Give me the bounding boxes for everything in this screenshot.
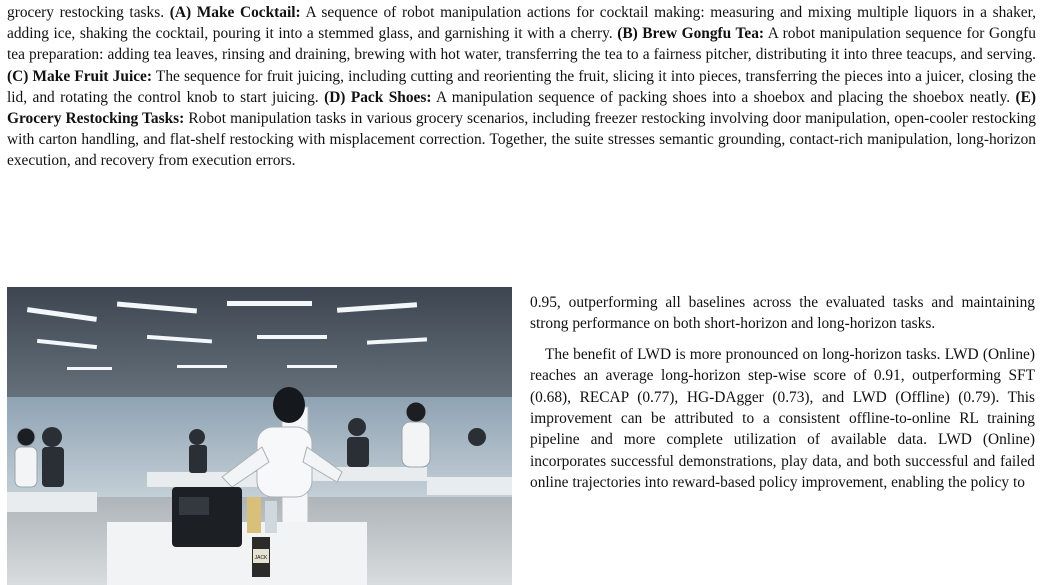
caption-text-b: A robot manipulation sequence for Gongfu tea preparation: adding tea leaves, rinsing and draining, brewing with hot water, transferring the tea to a fairness pitcher, distributing it into three teacups, and serving. [7,25,1036,64]
caption-label-e: (E) Grocery Restocking Tasks: [7,88,1036,128]
lab-photo [7,287,512,585]
paragraph-2: The benefit of LWD is more pronounced on long-horizon tasks. LWD (Online) reaches an average long-horizon step-wise score of 0.91, outperforming SFT (0.68), RECAP (0.77), HG-DAgger (0.73), and LWD (Offline) (0.79). This improvement can be attributed to a consistent offline-to-online RL training pipeline and more complete utilization of available data. LWD (Online) incorporates successful demonstrations, play data, and both successful and failed online trajectories into reward-based policy improvement, enabling the policy to [530,345,1035,492]
caption-label-b: (B) Brew Gongfu Tea: [617,25,765,43]
caption-label-c: (C) Make Fruit Juice: [7,67,153,85]
paragraph-1: 0.95, outperforming all baselines across the evaluated tasks and maintaining strong performance on both short-horizon and long-horizon tasks. [530,294,1035,333]
caption-label-d: (D) Pack Shoes: [324,88,432,106]
figure-caption [7,2,1036,172]
caption-text-a: A sequence of robot manipulation actions for cocktail making: measuring and mixing multiple liquors in a shaker, adding ice, shaking the cocktail, pouring it into a stemmed glass, and garnishing it with a cherry. [7,4,1036,43]
bottle-label: JACK [254,555,268,561]
caption-text-c: The sequence for fruit juicing, including cutting and reorienting the fruit, slicing it into pieces, transferring the pieces into a juicer, closing the lid, and rotating the control knob to start juicing. [7,67,1037,106]
robot-lab-illustration [7,287,512,585]
caption-label-a: (A) Make Cocktail: [169,4,301,21]
ice-machine [172,487,242,547]
body-column [530,292,1035,494]
caption-text-d: A manipulation sequence of packing shoes into a shoebox and placing the shoebox neatly. [436,88,1011,106]
caption-text-e: Robot manipulation tasks in various grocery scenarios, including freezer restocking involving door manipulation, open-cooler restocking with carton handling, and flat-shelf restocking with misplacement correction. Together, the suite stresses semantic grounding, contact-rich manipulation, long-horizon execution, and recovery from execution errors. [7,110,1036,170]
caption-intro: grocery restocking tasks. [7,4,165,21]
